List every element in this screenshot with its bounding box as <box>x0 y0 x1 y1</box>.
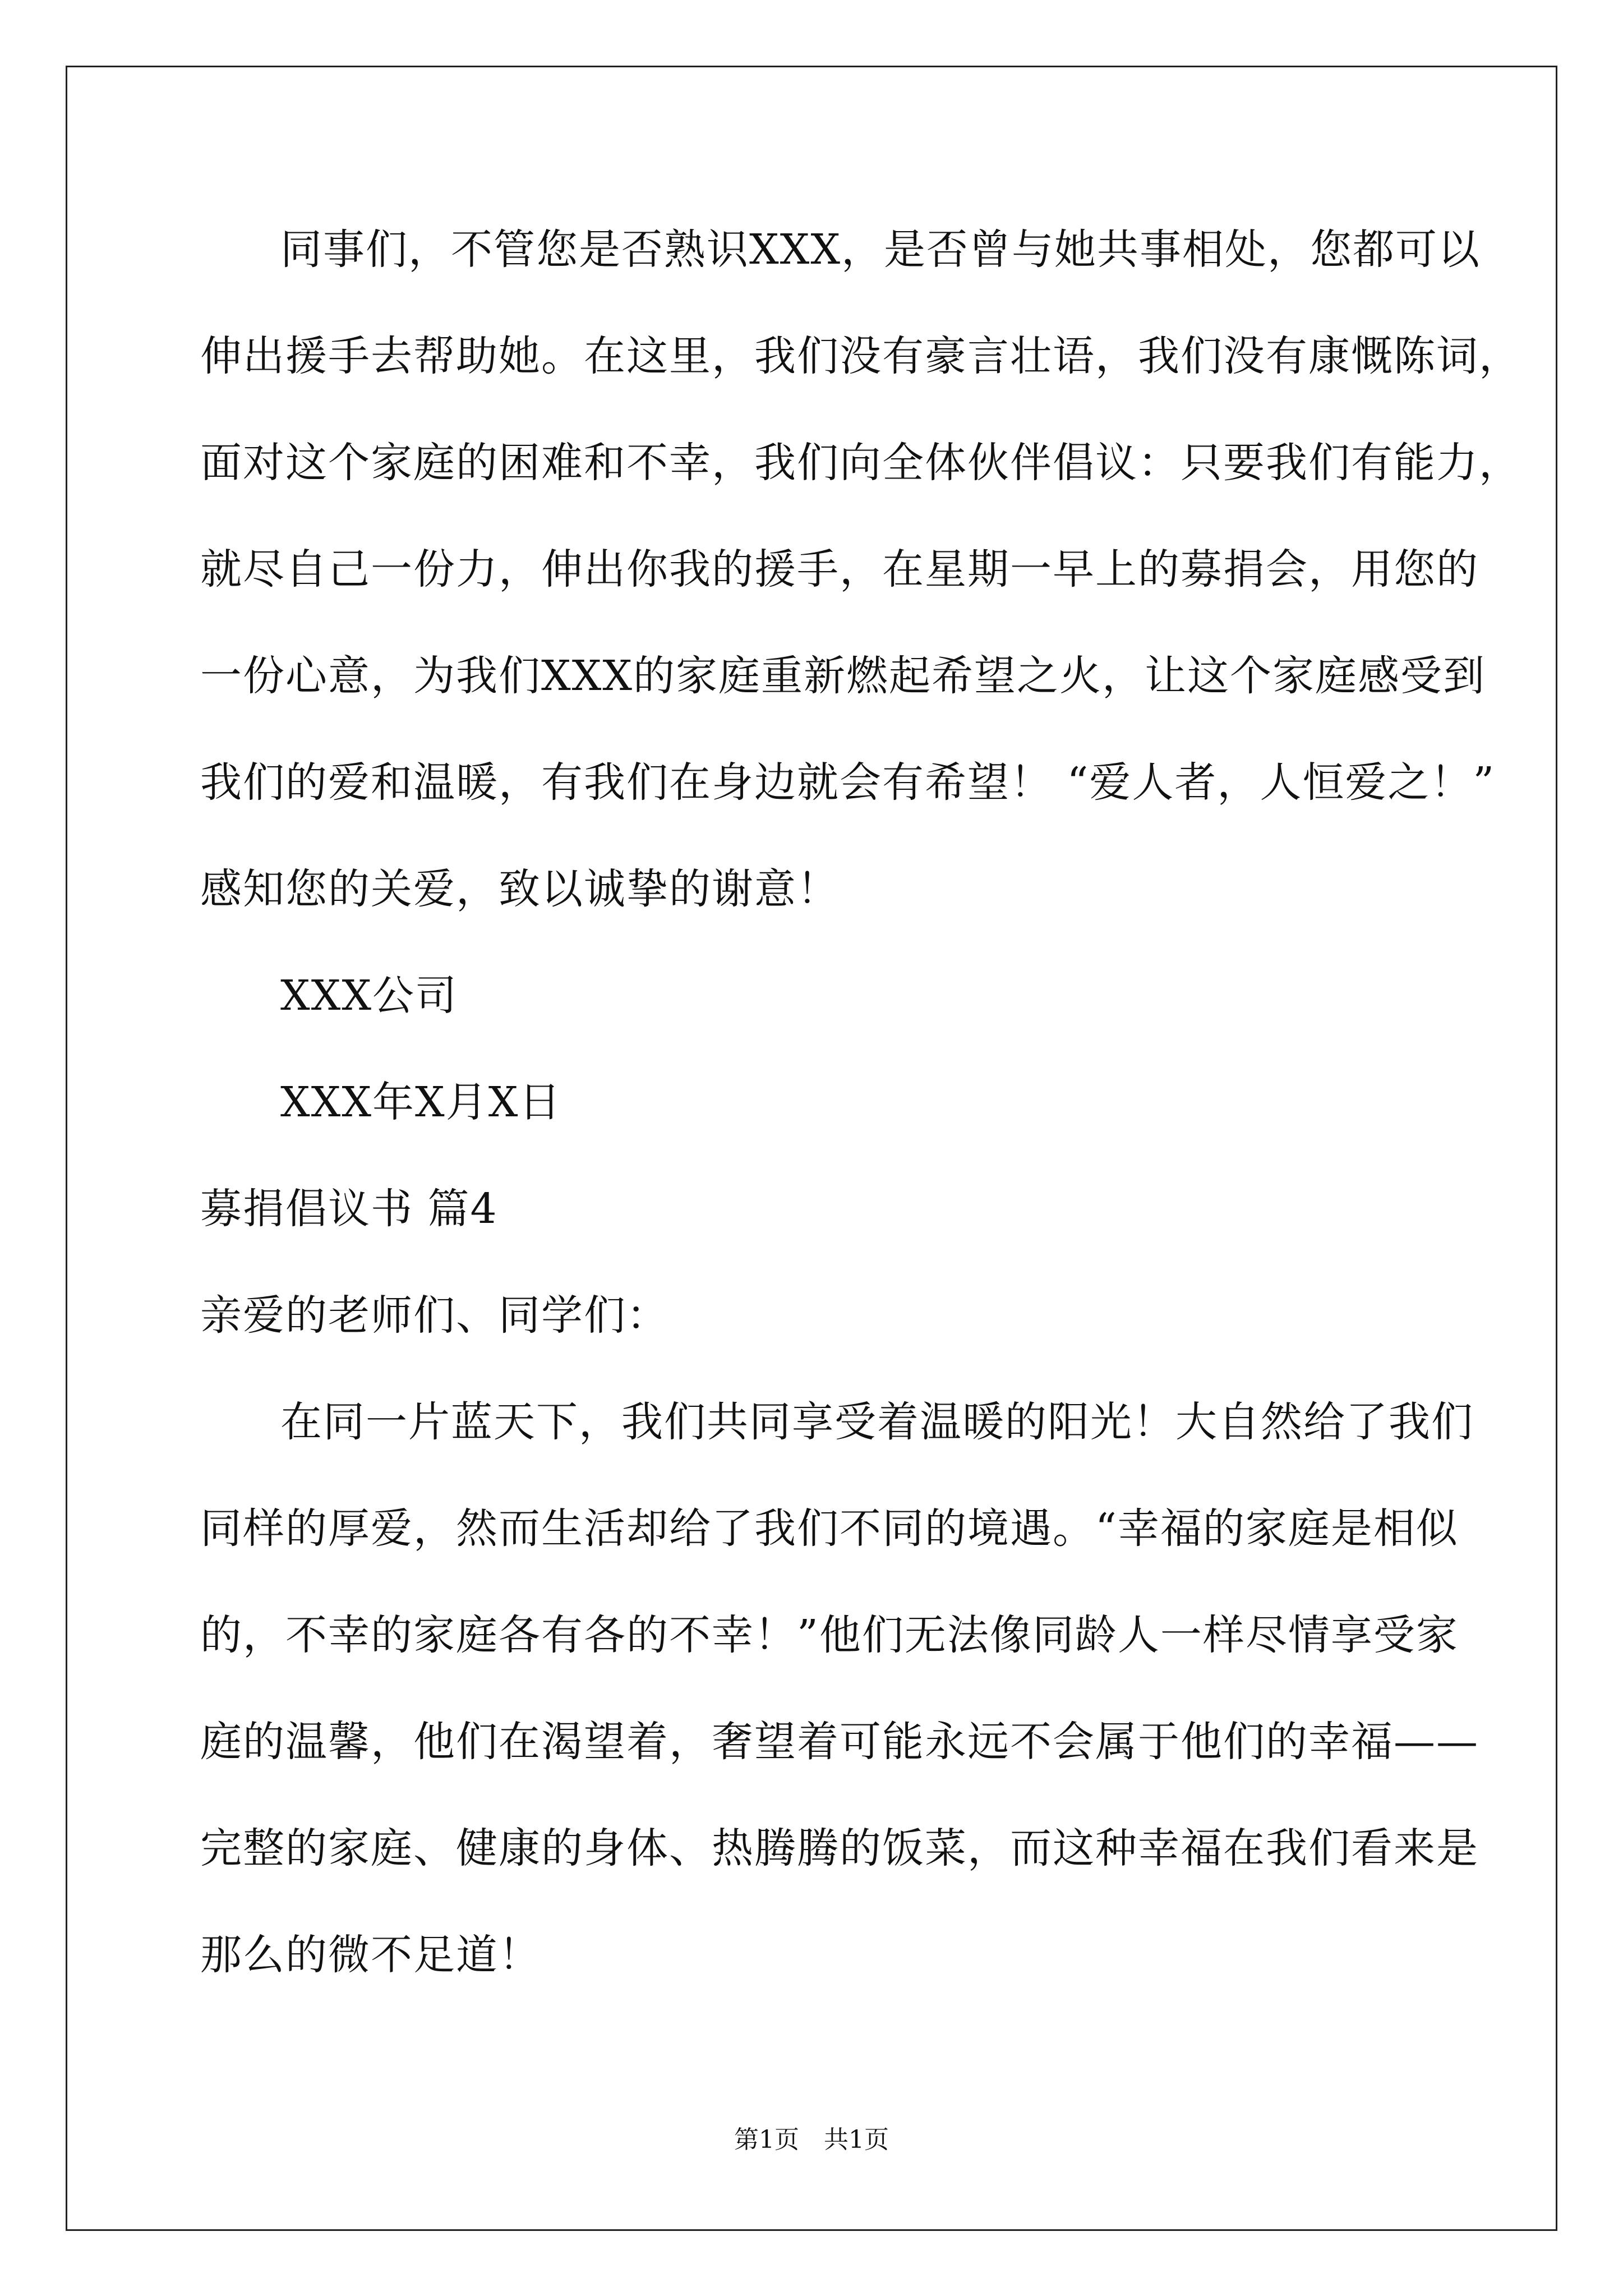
paragraph-line-11: 庭的温馨，他们在渴望着，奢望着可能永远不会属于他们的幸福—— <box>200 1718 1479 1766</box>
paragraph-line-8: 在同一片蓝天下，我们共同享受着温暖的阳光！大自然给了我们 <box>280 1398 1474 1446</box>
paragraph-line-13: 那么的微不足道！ <box>200 1931 541 1979</box>
paragraph-line-5: 一份心意，为我们XXX的家庭重新燃起希望之火，让这个家庭感受到 <box>200 652 1486 700</box>
paragraph-line-2: 伸出援手去帮助她。在这里，我们没有豪言壮语，我们没有康慨陈词， <box>200 332 1521 380</box>
signature-date: XXX年X月X日 <box>280 1078 562 1126</box>
paragraph-line-10: 的，不幸的家庭各有各的不幸！”他们无法像同龄人一样尽情享受家 <box>200 1611 1459 1659</box>
paragraph-line-9: 同样的厚爱，然而生活却给了我们不同的境遇。“幸福的家庭是相似 <box>200 1504 1459 1553</box>
salutation: 亲爱的老师们、同学们： <box>200 1291 669 1340</box>
paragraph-line-12: 完整的家庭、健康的身体、热腾腾的饭菜，而这种幸福在我们看来是 <box>200 1824 1479 1872</box>
page-footer: 第1页 共1页 <box>734 2125 889 2154</box>
paragraph-line-6: 我们的爱和温暖，有我们在身边就会有希望！ “爱人者，人恒爱之！” <box>200 758 1496 807</box>
paragraph-line-4: 就尽自己一份力，伸出你我的援手，在星期一早上的募捐会，用您的 <box>200 545 1479 593</box>
paragraph-line-1: 同事们，不管您是否熟识XXX，是否曾与她共事相处，您都可以 <box>280 226 1481 274</box>
signature-company: XXX公司 <box>280 972 458 1020</box>
section-heading: 募捐倡议书 篇4 <box>200 1185 498 1233</box>
page-border <box>66 66 1557 2231</box>
paragraph-line-3: 面对这个家庭的困难和不幸，我们向全体伙伴倡议：只要我们有能力， <box>200 439 1521 487</box>
paragraph-line-7: 感知您的关爱，致以诚挚的谢意！ <box>200 865 840 913</box>
